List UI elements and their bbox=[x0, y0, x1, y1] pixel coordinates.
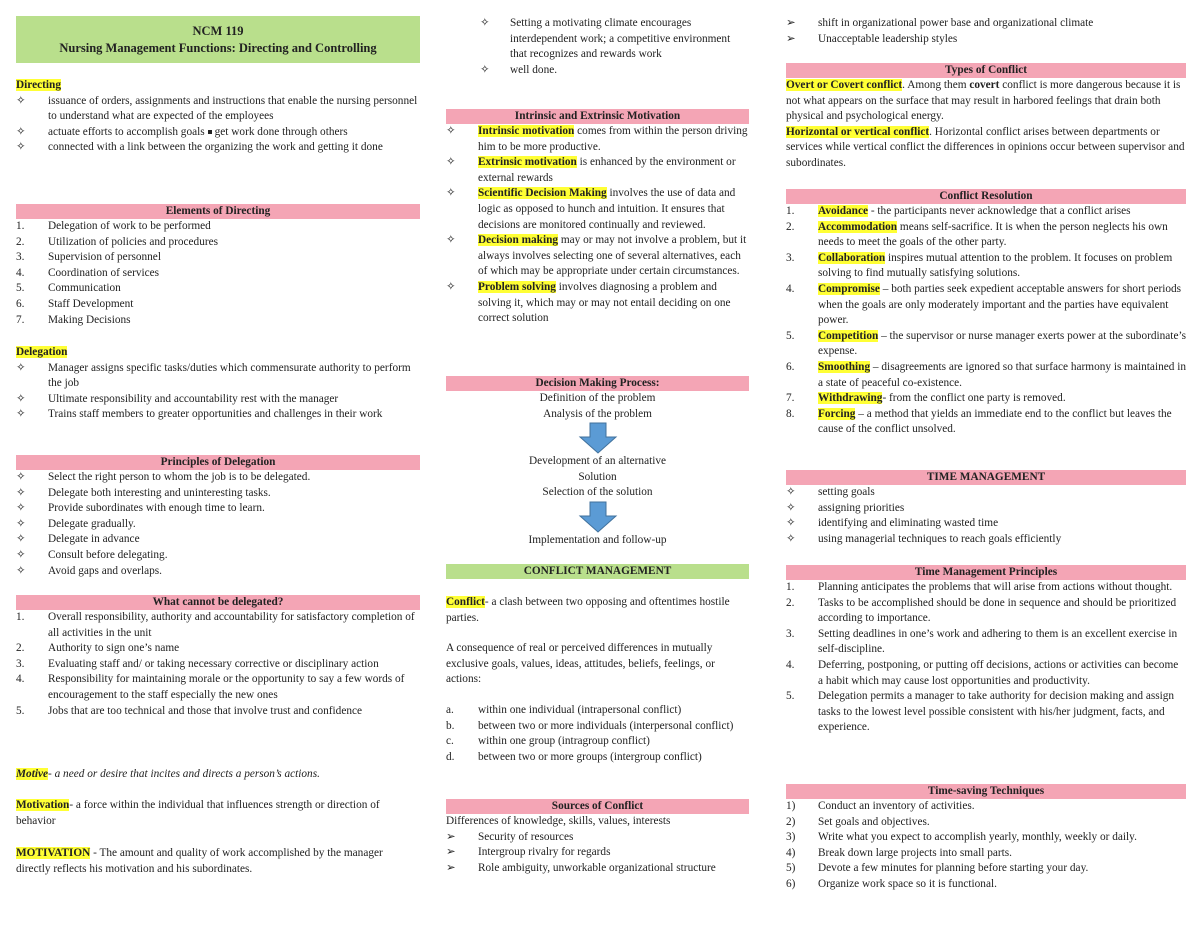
list-item: ✧ Delegate gradually. bbox=[16, 517, 136, 530]
elements-heading: Elements of Directing bbox=[16, 204, 420, 219]
climate-section bbox=[446, 16, 749, 78]
down-arrow-icon bbox=[578, 501, 618, 533]
tm-principles-section bbox=[786, 565, 1186, 736]
list-item: 4. Compromise – both parties seek expedient acceptable answers for short periods when the goals are only moderately important and the parties have equivalent power. bbox=[786, 282, 1182, 327]
types-heading: Types of Conflict bbox=[786, 63, 1186, 78]
list-item: ✧ Intrinsic motivation comes from within the person driving him to be more productive. bbox=[446, 125, 748, 153]
list-item: ✧ setting goals bbox=[786, 486, 875, 498]
list-item: ✧ Decision making may or may not involve a problem, but it always involves selecting one of several alternatives, each of which may be appropriate under certain circumstances. bbox=[446, 234, 747, 278]
list-item: 6. Staff Development bbox=[16, 297, 134, 310]
tm-principles-heading: Time Management Principles bbox=[786, 565, 1186, 580]
list-item: 2. Authority to sign one’s name bbox=[16, 642, 180, 655]
list-item: 3. Setting deadlines in one’s work and adhering to them is an excellent exercise in self-discipline. bbox=[786, 627, 1178, 656]
list-item: ✧ Consult before delegating. bbox=[16, 548, 168, 561]
directing-section bbox=[16, 78, 420, 156]
list-item: a. within one individual (intrapersonal conflict) bbox=[446, 703, 682, 716]
list-item: ✧ Delegate both interesting and uninteresting tasks. bbox=[16, 486, 271, 499]
elements-section bbox=[16, 204, 420, 328]
process-step: Solution bbox=[578, 470, 617, 483]
process-step: Definition of the problem bbox=[539, 392, 656, 404]
time-heading: TIME MANAGEMENT bbox=[786, 470, 1186, 485]
list-item: ✧ identifying and eliminating wasted time bbox=[786, 517, 999, 530]
list-item: 5. Communication bbox=[16, 282, 121, 295]
cannot-delegate-section bbox=[16, 595, 420, 719]
cannot-heading: What cannot be delegated? bbox=[16, 595, 420, 610]
sources-section: Sources of Conflict Differences of knowledge, skills, values, interests ➢ Security of resources ➢ Intergroup rivalry for regards ➢ Role ambiguity, unworkable organizational structure bbox=[446, 799, 749, 876]
list-item: 7. Making Decisions bbox=[16, 313, 131, 326]
list-item: ➢ Role ambiguity, unworkable organizational structure bbox=[446, 861, 716, 874]
list-item: 3. Collaboration inspires mutual attention to the problem. It focuses on problem solving to find mutually satisfying solutions. bbox=[786, 251, 1173, 280]
process-step: Implementation and follow-up bbox=[528, 533, 667, 546]
title-box bbox=[16, 16, 420, 63]
list-item: ✧ issuance of orders, assignments and instructions that enable the nursing personnel to understand what are expected of the employees bbox=[16, 94, 418, 123]
process-step: Development of an alternative bbox=[528, 455, 667, 468]
list-item: ✧ assigning priorities bbox=[786, 501, 905, 514]
list-item: ✧ Extrinsic motivation is enhanced by the environment or external rewards bbox=[446, 156, 736, 184]
list-item: 4. Responsibility for maintaining morale or the opportunity to say a few words of encouragement to the staff especially the new ones bbox=[16, 673, 405, 701]
list-item: 2) Set goals and objectives. bbox=[786, 815, 930, 828]
motive-def: Motive- a need or desire that incites and directs a person’s actions. bbox=[16, 768, 320, 780]
list-item: 2. Tasks to be accomplished should be done in sequence and should be prioritized according to importance. bbox=[786, 596, 1177, 625]
list-item: 6. Smoothing – disagreements are ignored so that surface harmony is maintained in a state of peaceful co-existence. bbox=[786, 360, 1187, 389]
list-item: 5. Delegation permits a manager to take authority for decision making and assign tasks to the lowest level possible consistent with his/her judgment, facts, and experience. bbox=[786, 690, 1175, 734]
list-item: ✧ Delegate in advance bbox=[16, 533, 140, 546]
list-item: ✧ Select the right person to whom the job is to be delegated. bbox=[16, 471, 311, 483]
delegation-section bbox=[16, 345, 420, 423]
list-item: 2. Accommodation means self-sacrifice. It is when the person neglects his own needs to meet the goals of the other party. bbox=[786, 220, 1168, 249]
list-item: ➢ shift in organizational power base and organizational climate bbox=[786, 17, 1094, 29]
list-item: ✧ Provide subordinates with enough time to learn. bbox=[16, 502, 265, 515]
time-saving-heading: Time-saving Techniques bbox=[786, 784, 1186, 799]
list-item: 8. Forcing – a method that yields an immediate end to the conflict but leaves the cause of the conflict unsolved. bbox=[786, 407, 1172, 436]
list-item: 1. Overall responsibility, authority and accountability for satisfactory completion of all activities in the unit bbox=[16, 611, 415, 639]
list-item: 1) Conduct an inventory of activities. bbox=[786, 800, 975, 812]
list-item: d. between two or more groups (intergroup conflict) bbox=[446, 750, 702, 763]
directing-heading: Directing bbox=[16, 79, 61, 91]
process-step: Selection of the solution bbox=[542, 486, 653, 499]
list-item: 1. Planning anticipates the problems that will arise from actions without thought. bbox=[786, 581, 1173, 593]
motivation-caps-def: MOTIVATION - The amount and quality of work accomplished by the manager directly reflects his motivation and his subordinates. bbox=[16, 847, 383, 875]
principles-heading: Principles of Delegation bbox=[16, 455, 420, 470]
title-subject: Nursing Management Functions: Directing and Controlling bbox=[59, 41, 377, 55]
list-item: 5. Competition – the supervisor or nurse manager exerts power at the subordinate’s expense. bbox=[786, 329, 1186, 358]
list-item: 1. Delegation of work to be performed bbox=[16, 220, 211, 232]
types-section: Types of Conflict Overt or Covert conflict. Among them covert conflict is more dangerous because it is not what appears on the surface that may result in harbored feelings that drain both physical and psychological energy. Horizontal or vertical conflict. Horizontal conflict arises between departments or services while vertical conflict the differences in opinions occur between supervisor and subordinates. bbox=[786, 64, 1185, 169]
list-item: ➢ Intergroup rivalry for regards bbox=[446, 846, 611, 859]
list-item: 3) Write what you expect to accomplish yearly, monthly, weekly or daily. bbox=[786, 831, 1137, 844]
list-item: ✧ well done. bbox=[480, 63, 558, 76]
list-item: 3. Supervision of personnel bbox=[16, 251, 161, 264]
sources-heading: Sources of Conflict bbox=[446, 799, 749, 814]
list-item: 1. Avoidance - the participants never acknowledge that a conflict arises bbox=[786, 205, 1131, 217]
list-item: 2. Utilization of policies and procedures bbox=[16, 235, 219, 248]
list-item: ✧ Manager assigns specific tasks/duties which commensurate authority to perform the job bbox=[16, 361, 411, 390]
list-item: ➢ Unacceptable leadership styles bbox=[786, 32, 958, 45]
list-item: b. between two or more individuals (interpersonal conflict) bbox=[446, 719, 734, 732]
intrinsic-heading: Intrinsic and Extrinsic Motivation bbox=[446, 109, 749, 124]
process-heading: Decision Making Process: bbox=[446, 376, 749, 391]
list-item: 6) Organize work space so it is functional. bbox=[786, 877, 997, 890]
list-item: 4. Deferring, postponing, or putting off decisions, actions or activities can become a habit which may cause lost opportunities and productivity. bbox=[786, 658, 1179, 687]
title-course: NCM 119 bbox=[192, 24, 244, 38]
list-item: 3. Evaluating staff and/ or taking necessary corrective or disciplinary action bbox=[16, 657, 379, 670]
conflict-section: CONFLICT MANAGEMENT Conflict- a clash between two opposing and oftentimes hostile parties. A consequence of real or perceived differences in mutually exclusive goals, values, ideas, attitudes, beliefs, feelings, or actions: a. within one individual (intrapersonal conflict) b. between two or more individuals (interpersonal conflict) c. within one group (intragroup conflict) d. between two or more groups (intergroup conflict) bbox=[446, 564, 749, 765]
list-item: ✧ actuate efforts to accomplish goals get work done through others bbox=[16, 125, 348, 138]
list-item: ✧ Avoid gaps and overlaps. bbox=[16, 564, 162, 577]
motivation-def: Motivation- a force within the individual that influences strength or direction of behavior bbox=[16, 799, 380, 827]
list-item: 4) Break down large projects into small parts. bbox=[786, 846, 1012, 859]
list-item: ✧ connected with a link between the organizing the work and getting it done bbox=[16, 141, 383, 154]
list-item: c. within one group (intragroup conflict) bbox=[446, 735, 650, 748]
list-item: 4. Coordination of services bbox=[16, 266, 160, 279]
list-item: 5) Devote a few minutes for planning before starting your day. bbox=[786, 862, 1089, 875]
list-item: ✧ Setting a motivating climate encourages interdependent work; a competitive environment that recognizes and rewards work bbox=[480, 17, 731, 61]
principles-section bbox=[16, 455, 420, 579]
conflict-heading: CONFLICT MANAGEMENT bbox=[446, 564, 749, 579]
list-item: ✧ Scientific Decision Making involves the use of data and logic as opposed to hunch and intuition. It ensures that decisions are monitored continually and reviewed. bbox=[446, 187, 736, 231]
resolution-heading: Conflict Resolution bbox=[786, 189, 1186, 204]
list-item: ✧ Trains staff members to greater opportunities and challenges in their work bbox=[16, 408, 383, 421]
list-item: 5. Jobs that are too technical and those that involve trust and confidence bbox=[16, 704, 363, 717]
time-management-section bbox=[786, 470, 1186, 547]
time-saving-section bbox=[786, 784, 1186, 893]
list-item: ✧ Ultimate responsibility and accountability rest with the manager bbox=[16, 392, 339, 405]
list-item: ✧ using managerial techniques to reach goals efficiently bbox=[786, 532, 1062, 545]
process-step: Analysis of the problem bbox=[543, 407, 652, 420]
list-item: ➢ Security of resources bbox=[446, 830, 574, 843]
intrinsic-section bbox=[446, 109, 749, 327]
sources-continued bbox=[786, 16, 1186, 47]
delegation-heading: Delegation bbox=[16, 346, 68, 358]
resolution-section bbox=[786, 189, 1186, 438]
down-arrow-icon bbox=[578, 422, 618, 454]
decision-process-section bbox=[446, 376, 749, 549]
conflict-consequence: A consequence of real or perceived differences in mutually exclusive goals, values, ideas, attitudes, beliefs, feelings, or actions: bbox=[446, 642, 715, 686]
list-item: 7. Withdrawing- from the conflict one party is removed. bbox=[786, 392, 1066, 405]
list-item: ✧ Problem solving involves diagnosing a problem and solving it, which may or may not entail deciding on one correct solution bbox=[446, 280, 731, 325]
